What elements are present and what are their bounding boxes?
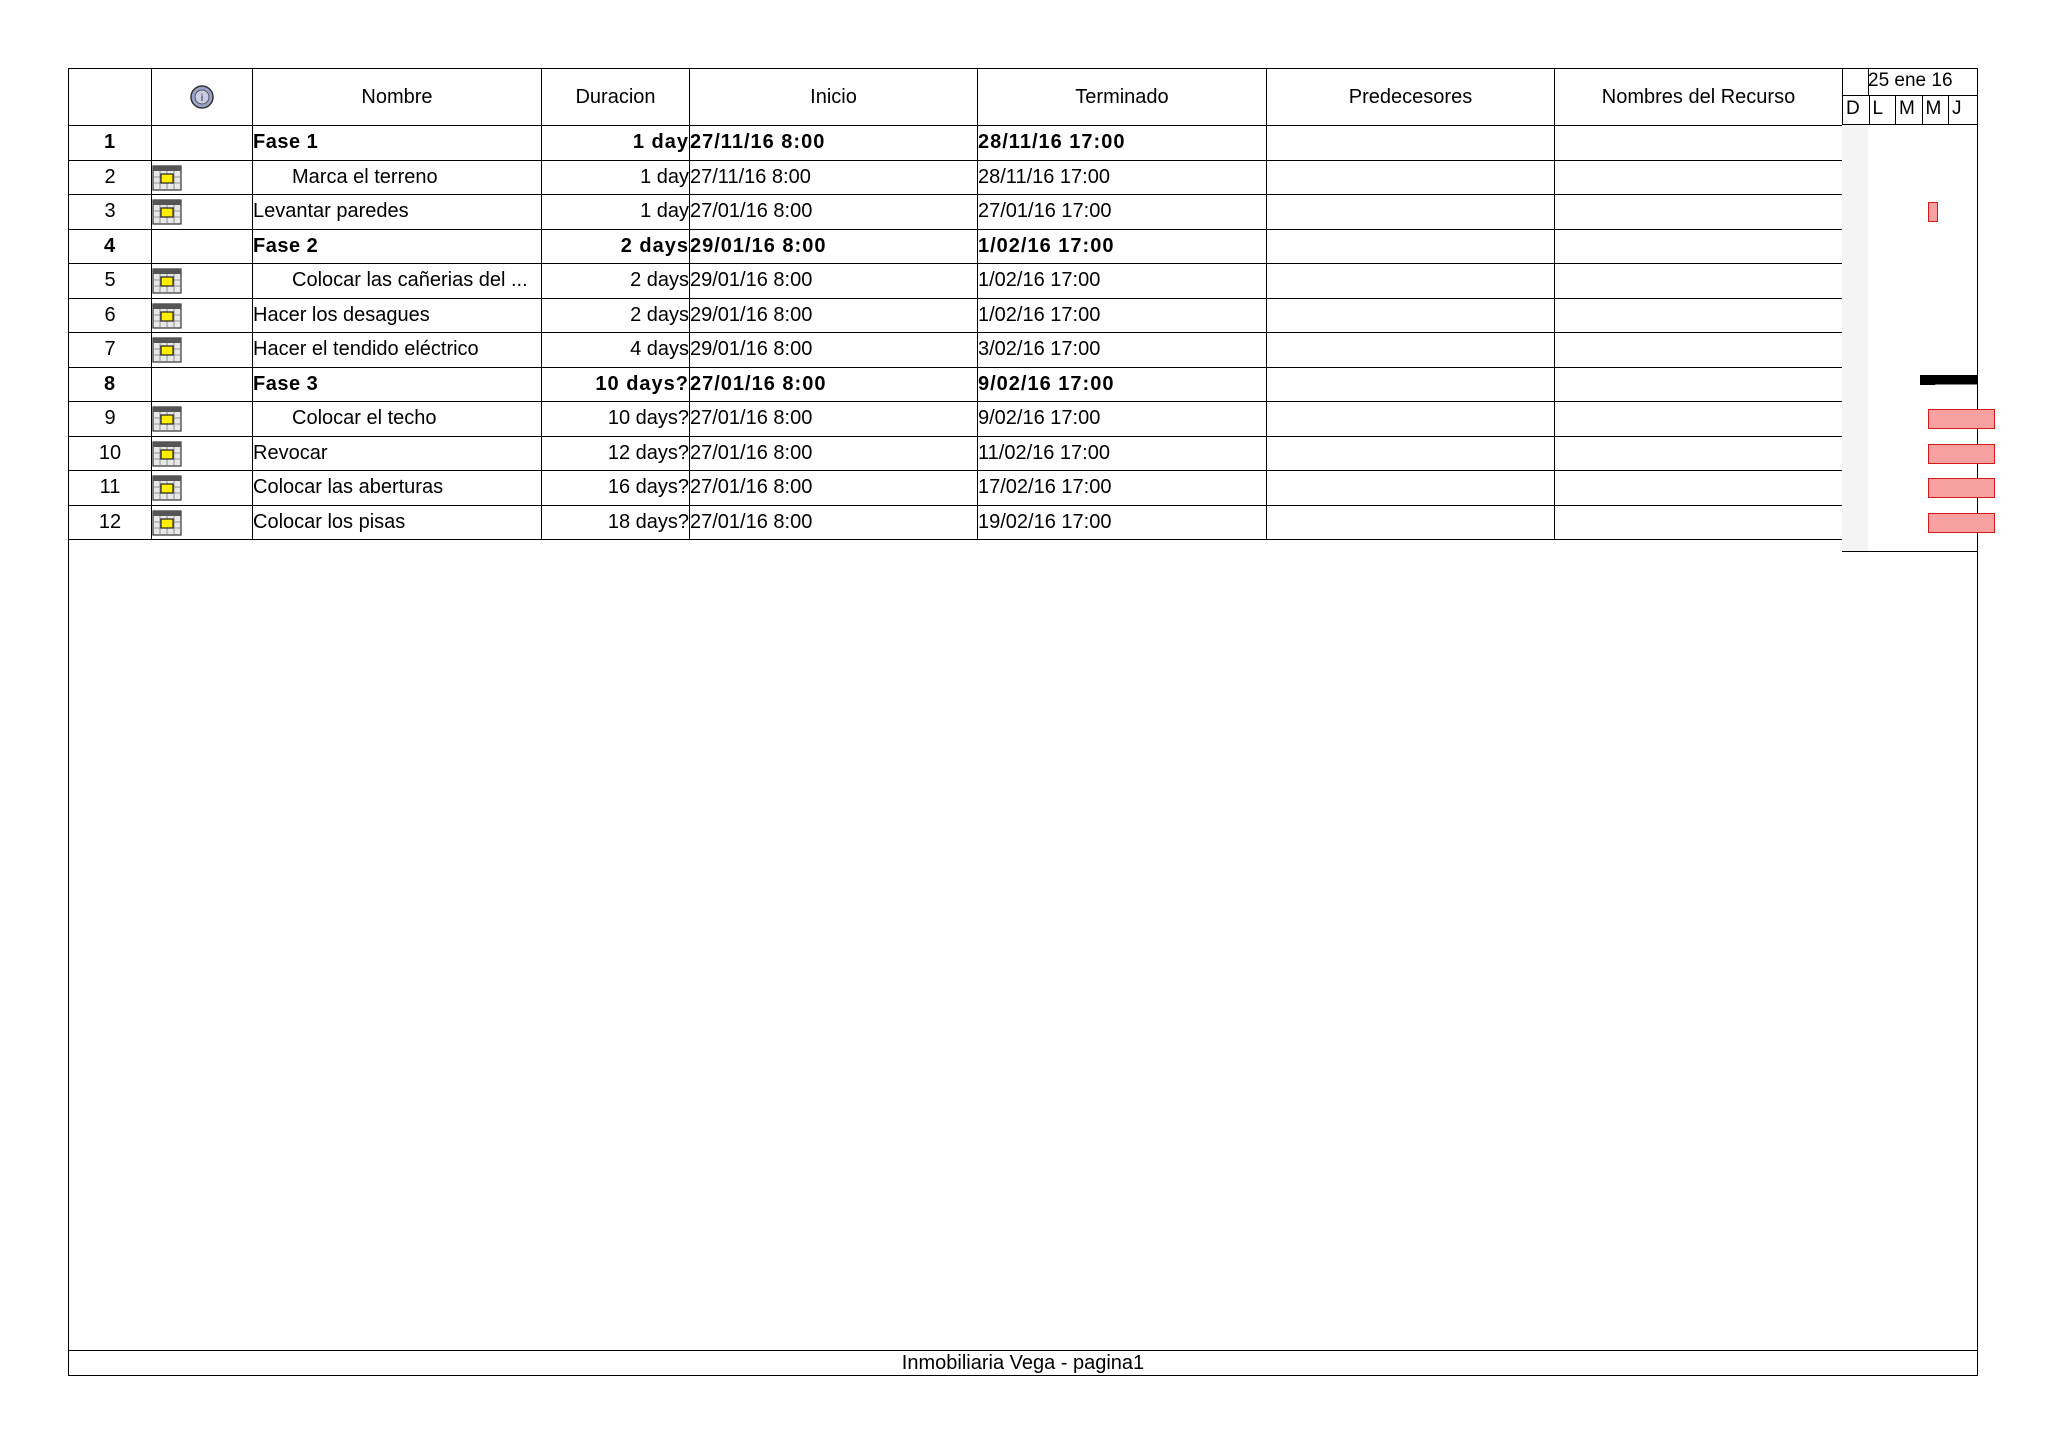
task-name[interactable]: Fase 1 (253, 126, 542, 161)
task-row[interactable] (69, 402, 1843, 437)
task-finish[interactable]: 3/02/16 17:00 (978, 333, 1267, 368)
task-name[interactable]: Hacer los desagues (253, 298, 542, 333)
task-indicators (152, 505, 253, 540)
task-id: 7 (69, 333, 152, 368)
timescale-day-label: J (1952, 98, 1962, 119)
task-bar[interactable] (1928, 444, 1995, 464)
summary-task-row[interactable] (69, 126, 1843, 161)
timescale-day-divider (1895, 96, 1896, 124)
nonworking-day-shade (1842, 125, 1868, 552)
task-duration[interactable]: 2 days (542, 298, 690, 333)
task-finish[interactable]: 19/02/16 17:00 (978, 505, 1267, 540)
task-duration[interactable]: 4 days (542, 333, 690, 368)
task-name[interactable]: Fase 2 (253, 229, 542, 264)
task-bar[interactable] (1928, 513, 1995, 533)
task-name[interactable]: Hacer el tendido eléctrico (253, 333, 542, 368)
task-duration[interactable]: 16 days? (542, 471, 690, 506)
task-id: 1 (69, 126, 152, 161)
task-indicators (152, 229, 253, 264)
task-finish[interactable]: 28/11/16 17:00 (978, 126, 1267, 161)
footer-text: Inmobiliaria Vega - pagina1 (901, 1352, 1145, 1374)
task-resources[interactable] (1555, 229, 1843, 264)
summary-task-row[interactable] (69, 367, 1843, 402)
task-rows (69, 126, 1843, 540)
task-finish[interactable]: 9/02/16 17:00 (978, 402, 1267, 437)
task-resources[interactable] (1555, 505, 1843, 540)
column-header-resources[interactable]: Nombres del Recurso (1555, 69, 1843, 126)
header-row (69, 69, 1843, 126)
column-header-id[interactable] (69, 69, 152, 126)
task-name[interactable]: Colocar los pisas (253, 505, 542, 540)
timescale-day-label: M (1899, 98, 1915, 119)
task-predecessors[interactable] (1267, 264, 1555, 299)
task-start[interactable]: 27/01/16 8:00 (690, 367, 978, 402)
task-name[interactable]: Colocar las cañerias del ... (253, 264, 542, 299)
task-predecessors[interactable] (1267, 333, 1555, 368)
task-predecessors[interactable] (1267, 505, 1555, 540)
task-indicators (152, 471, 253, 506)
task-indicators (152, 367, 253, 402)
task-resources[interactable] (1555, 160, 1843, 195)
calendar-icon (152, 268, 182, 294)
task-id: 10 (69, 436, 152, 471)
task-duration[interactable]: 2 days (542, 229, 690, 264)
timescale-day-label: D (1846, 98, 1860, 119)
timescale-day-divider (1948, 96, 1949, 124)
task-bar[interactable] (1928, 409, 1995, 429)
task-predecessors[interactable] (1267, 471, 1555, 506)
task-start[interactable]: 27/11/16 8:00 (690, 126, 978, 161)
task-bar[interactable] (1928, 478, 1995, 498)
task-finish[interactable]: 28/11/16 17:00 (978, 160, 1267, 195)
task-row[interactable] (69, 160, 1843, 195)
task-id: 6 (69, 298, 152, 333)
timescale-minor (1842, 96, 1978, 125)
task-sheet (68, 68, 1843, 540)
task-resources[interactable] (1555, 436, 1843, 471)
timescale-day-label: M (1925, 98, 1942, 119)
task-start[interactable]: 27/01/16 8:00 (690, 505, 978, 540)
task-id: 2 (69, 160, 152, 195)
task-finish[interactable]: 1/02/16 17:00 (978, 298, 1267, 333)
task-finish[interactable]: 9/02/16 17:00 (978, 367, 1267, 402)
task-name[interactable]: Colocar el techo (253, 402, 542, 437)
column-header-name[interactable]: Nombre (253, 69, 542, 126)
column-header-duration[interactable]: Duracion (542, 69, 690, 126)
task-indicators (152, 402, 253, 437)
task-finish[interactable]: 17/02/16 17:00 (978, 471, 1267, 506)
task-id: 12 (69, 505, 152, 540)
task-finish[interactable]: 1/02/16 17:00 (978, 229, 1267, 264)
timescale-day-divider (1869, 96, 1870, 124)
task-name[interactable]: Colocar las aberturas (253, 471, 542, 506)
calendar-icon (152, 441, 182, 467)
task-indicators (152, 195, 253, 230)
task-indicators (152, 126, 253, 161)
task-row[interactable] (69, 333, 1843, 368)
column-header-start[interactable]: Inicio (690, 69, 978, 126)
column-header-indicators[interactable] (152, 69, 253, 126)
task-id: 8 (69, 367, 152, 402)
task-finish[interactable]: 1/02/16 17:00 (978, 264, 1267, 299)
task-predecessors[interactable] (1267, 436, 1555, 471)
calendar-icon (152, 337, 182, 363)
svg-text:i: i (200, 93, 204, 104)
task-start[interactable]: 27/01/16 8:00 (690, 195, 978, 230)
task-duration[interactable]: 18 days? (542, 505, 690, 540)
task-resources[interactable] (1555, 126, 1843, 161)
task-duration[interactable]: 10 days? (542, 402, 690, 437)
summary-bar[interactable] (1920, 375, 1979, 385)
task-duration[interactable]: 2 days (542, 264, 690, 299)
calendar-icon (152, 303, 182, 329)
task-indicators (152, 264, 253, 299)
task-row[interactable] (69, 505, 1843, 540)
task-resources[interactable] (1555, 367, 1843, 402)
gantt-chart (1842, 68, 1978, 552)
task-duration[interactable]: 1 day (542, 195, 690, 230)
page-footer (68, 1350, 1978, 1376)
task-bar[interactable] (1928, 202, 1938, 222)
column-header-predecessors[interactable]: Predecesores (1267, 69, 1555, 126)
task-id: 9 (69, 402, 152, 437)
task-predecessors[interactable] (1267, 298, 1555, 333)
task-duration[interactable]: 10 days? (542, 367, 690, 402)
task-row[interactable] (69, 298, 1843, 333)
task-name[interactable]: Fase 3 (253, 367, 542, 402)
calendar-icon (152, 406, 182, 432)
task-indicators (152, 333, 253, 368)
task-start[interactable]: 27/01/16 8:00 (690, 402, 978, 437)
calendar-icon (152, 475, 182, 501)
task-finish[interactable]: 11/02/16 17:00 (978, 436, 1267, 471)
calendar-icon (152, 165, 182, 191)
task-start[interactable]: 29/01/16 8:00 (690, 229, 978, 264)
task-resources[interactable] (1555, 402, 1843, 437)
task-name[interactable]: Marca el terreno (253, 160, 542, 195)
task-start[interactable]: 27/11/16 8:00 (690, 160, 978, 195)
task-finish[interactable]: 27/01/16 17:00 (978, 195, 1267, 230)
timescale-day-divider (1922, 96, 1923, 124)
task-indicators (152, 160, 253, 195)
task-predecessors[interactable] (1267, 402, 1555, 437)
task-row[interactable] (69, 264, 1843, 299)
timescale-major (1842, 68, 1978, 96)
calendar-icon (152, 510, 182, 536)
task-name[interactable]: Revocar (253, 436, 542, 471)
gantt-bottom-border (1842, 551, 1978, 552)
task-resources[interactable] (1555, 264, 1843, 299)
column-header-finish[interactable]: Terminado (978, 69, 1267, 126)
task-id: 3 (69, 195, 152, 230)
task-start[interactable]: 29/01/16 8:00 (690, 298, 978, 333)
task-indicators (152, 298, 253, 333)
task-start[interactable]: 29/01/16 8:00 (690, 333, 978, 368)
task-id: 4 (69, 229, 152, 264)
task-duration[interactable]: 12 days? (542, 436, 690, 471)
task-duration[interactable]: 1 day (542, 126, 690, 161)
timescale-week-label: 25 ene 16 (1868, 70, 1953, 91)
task-resources[interactable] (1555, 471, 1843, 506)
summary-task-row[interactable] (69, 229, 1843, 264)
task-row[interactable] (69, 436, 1843, 471)
task-indicators (152, 436, 253, 471)
task-resources[interactable] (1555, 333, 1843, 368)
task-predecessors[interactable] (1267, 229, 1555, 264)
task-resources[interactable] (1555, 195, 1843, 230)
calendar-icon (152, 199, 182, 225)
task-name[interactable]: Levantar paredes (253, 195, 542, 230)
task-id: 5 (69, 264, 152, 299)
task-duration[interactable]: 1 day (542, 160, 690, 195)
timescale-day-label: L (1872, 98, 1884, 119)
task-start[interactable]: 29/01/16 8:00 (690, 264, 978, 299)
task-resources[interactable] (1555, 298, 1843, 333)
info-icon (189, 84, 215, 110)
task-start[interactable]: 27/01/16 8:00 (690, 436, 978, 471)
task-row[interactable] (69, 471, 1843, 506)
task-start[interactable]: 27/01/16 8:00 (690, 471, 978, 506)
task-predecessors[interactable] (1267, 160, 1555, 195)
task-predecessors[interactable] (1267, 195, 1555, 230)
task-id: 11 (69, 471, 152, 506)
task-predecessors[interactable] (1267, 367, 1555, 402)
task-row[interactable] (69, 195, 1843, 230)
task-predecessors[interactable] (1267, 126, 1555, 161)
